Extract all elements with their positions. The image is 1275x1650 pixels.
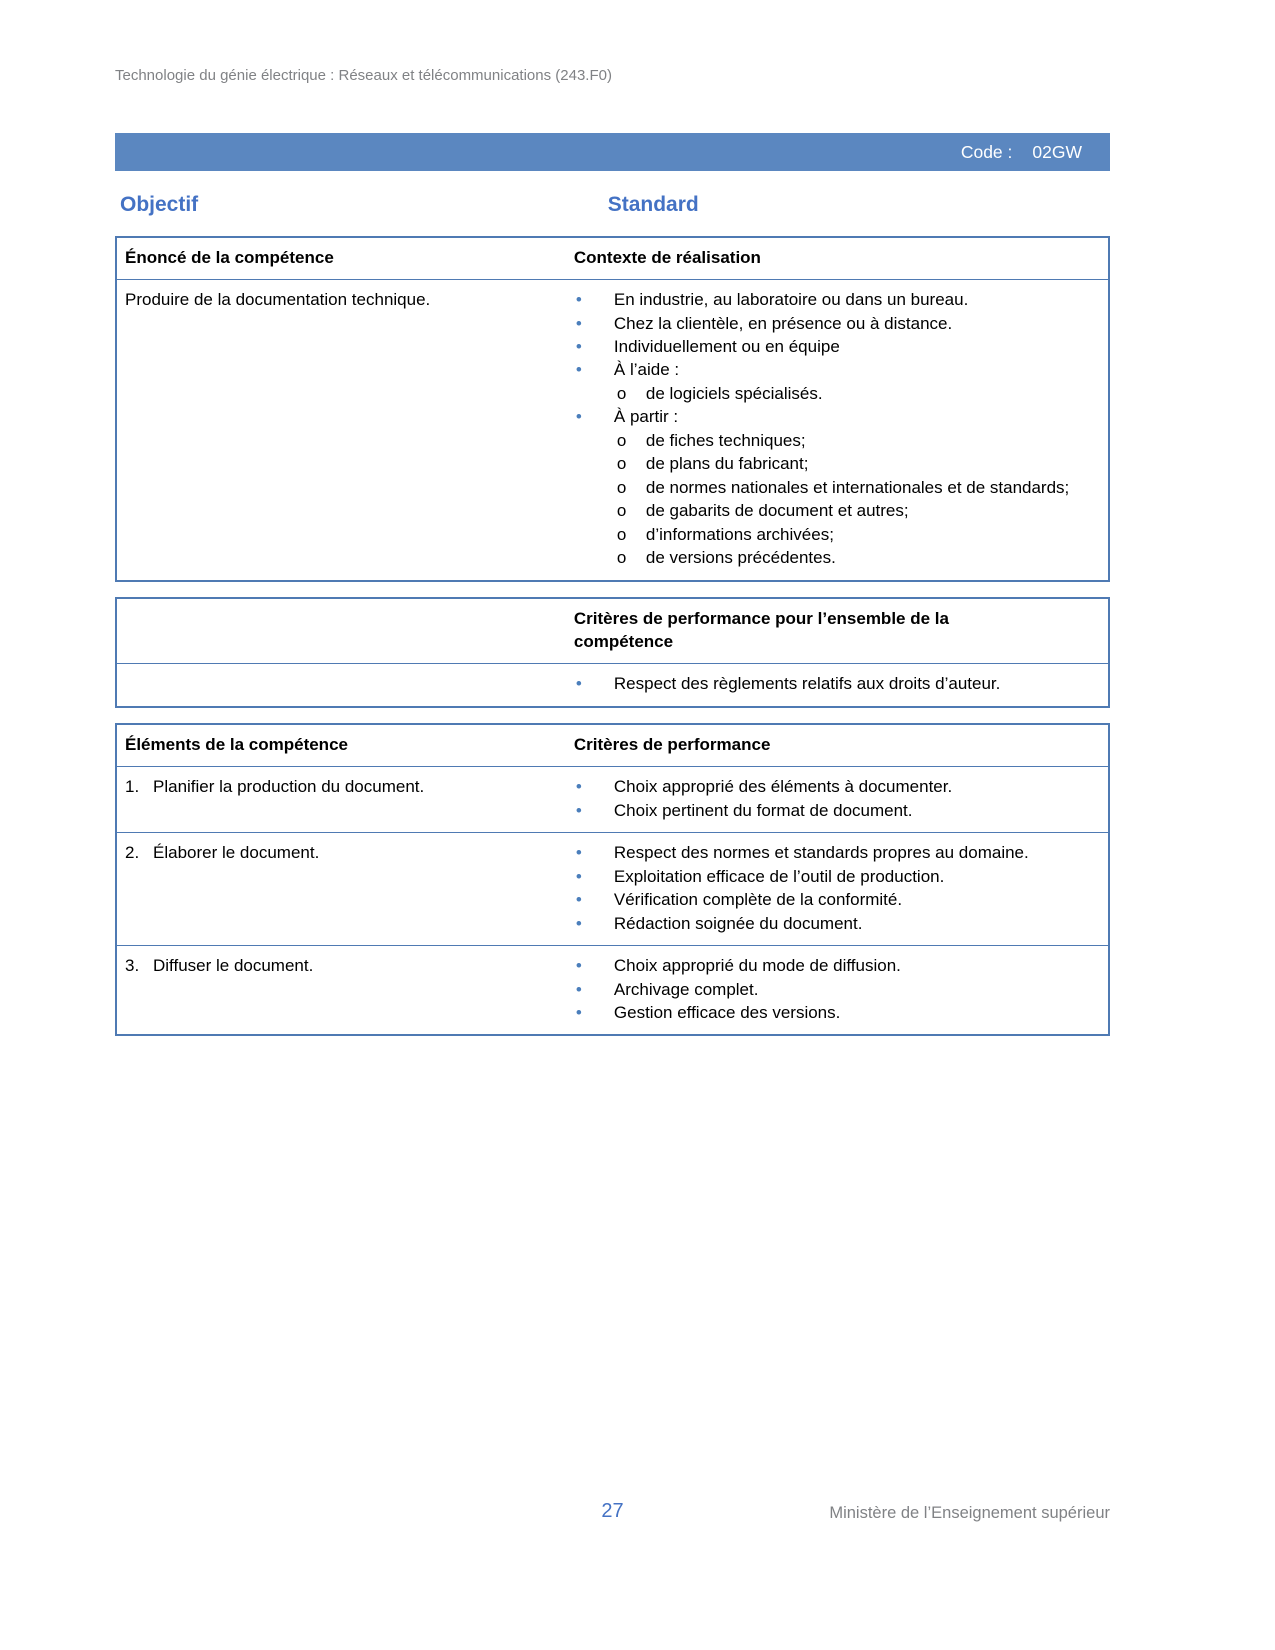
- sub-list-item: [617, 546, 1096, 569]
- criteria-list-3: [568, 946, 1108, 1034]
- list-item: [574, 1001, 1096, 1024]
- list-item-text: de gabarits de document et autres;: [645, 501, 909, 521]
- list-item-text: Respect des règlements relatifs aux droits d’auteur.: [613, 674, 1001, 694]
- enonce-competence-header: Énoncé de la compétence: [125, 247, 334, 267]
- element-item-1: [125, 775, 556, 798]
- element-cell-3: [117, 946, 568, 1034]
- dot-bullet-icon: •: [575, 913, 582, 933]
- dot-bullet-icon: •: [575, 979, 582, 999]
- dot-bullet-icon: •: [575, 866, 582, 886]
- list-item-text: d’informations archivées;: [645, 524, 834, 544]
- competence-table-body-row: [117, 279, 1108, 579]
- code-label: Code :: [960, 141, 1013, 162]
- ensemble-body-empty-cell: [117, 664, 568, 705]
- list-item: [574, 672, 1096, 695]
- list-item: [574, 888, 1096, 911]
- list-item: [574, 865, 1096, 888]
- ensemble-table: [115, 597, 1110, 708]
- circle-bullet-icon: o: [616, 430, 627, 450]
- list-item-text: Archivage complet.: [613, 979, 759, 999]
- element-number: 2.: [125, 843, 140, 863]
- circle-bullet-icon: o: [616, 501, 627, 521]
- list-item-text: Respect des normes et standards propres au domaine.: [613, 843, 1029, 863]
- element-row-3: [117, 945, 1108, 1034]
- list-item-text: de versions précédentes.: [645, 548, 836, 568]
- dot-bullet-icon: •: [575, 800, 582, 820]
- list-item: [574, 775, 1096, 798]
- competence-table: [115, 236, 1110, 582]
- element-row-2: [117, 832, 1108, 945]
- code-value: 02GW: [1032, 141, 1082, 162]
- elements-table: [115, 723, 1110, 1037]
- circle-bullet-icon: o: [616, 524, 627, 544]
- sub-list-item: [617, 476, 1096, 499]
- list-item-text: de fiches techniques;: [645, 430, 806, 450]
- list-item-text: Exploitation efficace de l’outil de production.: [613, 866, 945, 886]
- element-number: 3.: [125, 956, 140, 976]
- element-text: Élaborer le document.: [153, 843, 320, 863]
- list-item-text: En industrie, au laboratoire ou dans un bureau.: [613, 290, 969, 310]
- dot-bullet-icon: •: [575, 674, 582, 694]
- dot-bullet-icon: •: [575, 1002, 582, 1022]
- contexte-realisation-header: Contexte de réalisation: [573, 247, 761, 267]
- list-item-text: Individuellement ou en équipe: [613, 337, 840, 357]
- dot-bullet-icon: •: [575, 337, 582, 357]
- ensemble-header-empty-cell: [117, 599, 568, 664]
- dot-bullet-icon: •: [575, 290, 582, 310]
- running-header: Technologie du génie électrique : Réseaux et télécommunications (243.F0): [115, 67, 612, 84]
- competence-statement: Produire de la documentation technique.: [125, 290, 431, 310]
- objectif-heading: Objectif: [120, 192, 199, 216]
- list-item-text: Choix approprié du mode de diffusion.: [613, 956, 901, 976]
- sub-list-item: [617, 429, 1096, 452]
- sub-list-item: [617, 523, 1096, 546]
- list-item-text: À l’aide :: [613, 360, 680, 380]
- list-item-text: de logiciels spécialisés.: [645, 383, 823, 403]
- dot-bullet-icon: •: [575, 313, 582, 333]
- element-cell-1: [117, 767, 568, 832]
- criteres-performance-header: Critères de performance: [573, 734, 771, 754]
- criteria-list-1: [568, 767, 1108, 832]
- criteres-ensemble-list: [568, 664, 1108, 705]
- list-item-text: Choix pertinent du format de document.: [613, 800, 913, 820]
- circle-bullet-icon: o: [616, 477, 627, 497]
- list-item-text: Choix approprié des éléments à documenter.: [613, 777, 953, 797]
- list-item: [574, 405, 1096, 428]
- criteria-list-2: [568, 833, 1108, 945]
- competence-table-header-row: [117, 238, 1108, 279]
- list-item-text: Chez la clientèle, en présence ou à distance.: [613, 313, 953, 333]
- list-item-text: de normes nationales et internationales et de standards;: [645, 477, 1070, 497]
- list-item: [574, 312, 1096, 335]
- dot-bullet-icon: •: [575, 407, 582, 427]
- list-item: [574, 841, 1096, 864]
- dot-bullet-icon: •: [575, 956, 582, 976]
- element-text: Diffuser le document.: [153, 956, 314, 976]
- dot-bullet-icon: •: [575, 843, 582, 863]
- element-cell-2: [117, 833, 568, 945]
- criteres-ensemble-header: Critères de performance pour l’ensemble de la compétence: [573, 608, 949, 651]
- page-number: 27: [601, 1500, 624, 1522]
- ensemble-table-body-row: [117, 663, 1108, 705]
- sub-list-item: [617, 452, 1096, 475]
- circle-bullet-icon: o: [616, 383, 627, 403]
- list-item: [574, 335, 1096, 358]
- section-headings: [115, 191, 1110, 220]
- code-bar: [115, 133, 1110, 171]
- dot-bullet-icon: •: [575, 777, 582, 797]
- list-item: [574, 799, 1096, 822]
- list-item: [574, 912, 1096, 935]
- circle-bullet-icon: o: [616, 548, 627, 568]
- list-item: [574, 978, 1096, 1001]
- list-item-text: de plans du fabricant;: [645, 454, 809, 474]
- dot-bullet-icon: •: [575, 360, 582, 380]
- element-item-3: [125, 954, 556, 977]
- standard-heading: Standard: [607, 192, 699, 216]
- list-item: [574, 358, 1096, 381]
- list-item-text: Gestion efficace des versions.: [613, 1002, 841, 1022]
- elements-competence-header: Éléments de la compétence: [125, 734, 348, 754]
- contexte-realisation-list: [568, 280, 1108, 579]
- footer-ministry: Ministère de l’Enseignement supérieur: [829, 1504, 1110, 1522]
- dot-bullet-icon: •: [575, 890, 582, 910]
- sub-list-item: [617, 499, 1096, 522]
- elements-table-header-row: [117, 725, 1108, 766]
- element-number: 1.: [125, 777, 140, 797]
- list-item-text: Vérification complète de la conformité.: [613, 890, 903, 910]
- list-item-text: À partir :: [613, 407, 679, 427]
- circle-bullet-icon: o: [616, 454, 627, 474]
- list-item-text: Rédaction soignée du document.: [613, 913, 863, 933]
- ensemble-table-header-row: [117, 599, 1108, 664]
- list-item: [574, 954, 1096, 977]
- element-item-2: [125, 841, 556, 864]
- list-item: [574, 288, 1096, 311]
- element-row-1: [117, 766, 1108, 832]
- sub-list-item: [617, 382, 1096, 405]
- element-text: Planifier la production du document.: [153, 777, 425, 797]
